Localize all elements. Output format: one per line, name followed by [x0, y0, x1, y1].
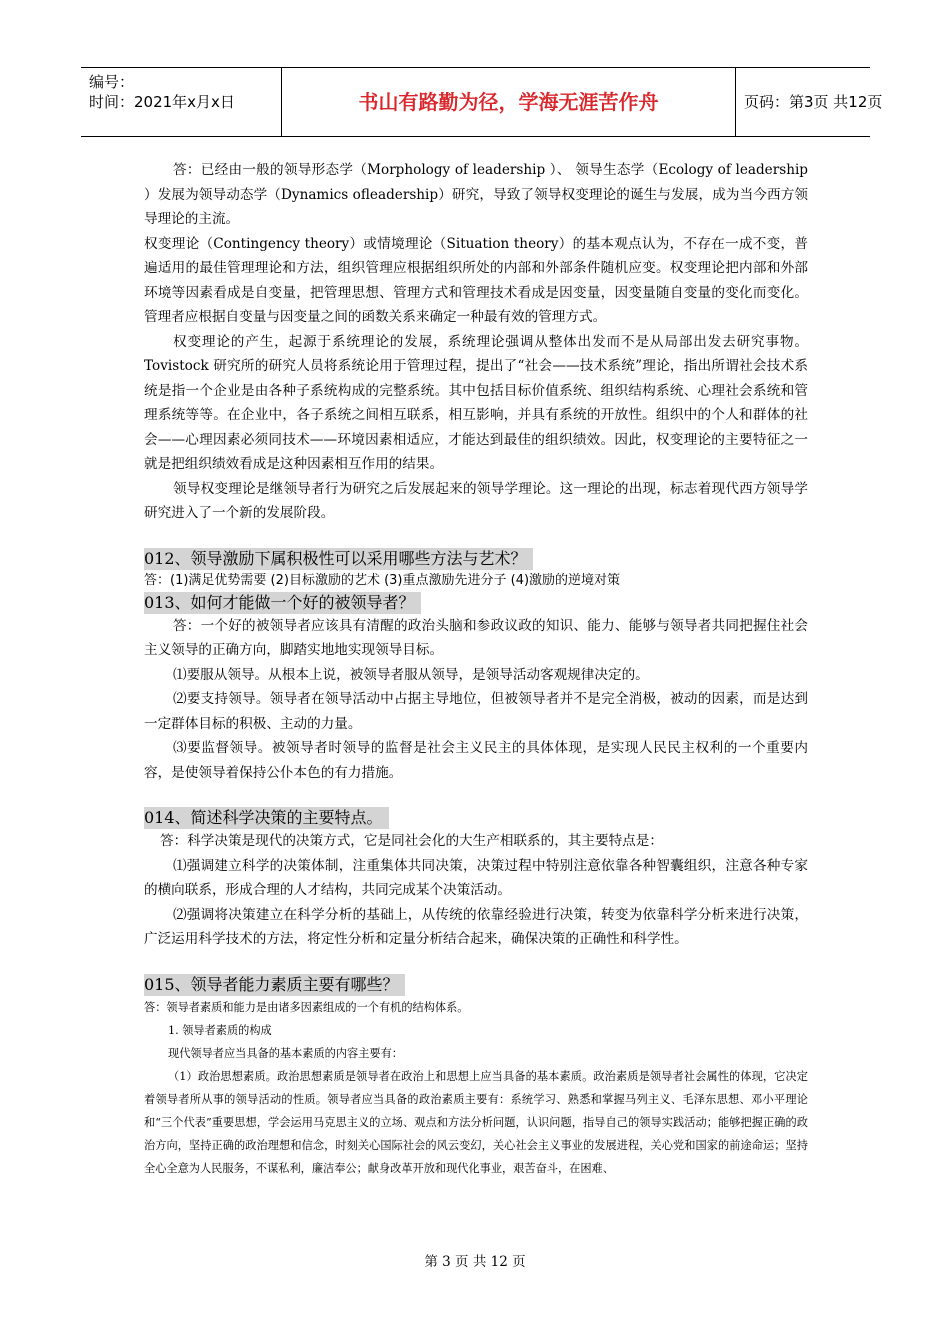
answer-012: 答：(1)满足优势需要 (2)目标激励的艺术 (3)重点激励先进分子 (4)激励的逆境对策	[144, 572, 621, 588]
answer-014-item-2: ⑵强调将决策建立在科学分析的基础上，从传统的依靠经验进行决策，转变为依靠科学分析来进行决策，广泛运用科学技术的方法，将定性分析和定量分析结合起来，确保决策的正确性和科学性。	[144, 906, 808, 947]
paragraph-origin: 权变理论的产生，起源于系统理论的发展，系统理论强调从整体出发而不是从局部出发去研究事物。Tovistock 研究所的研究人员将系统论用于管理过程，提出了“社会——技术系统”理论，指出所谓社会技术系统是指一个企业是由各种子系统构成的完整系统。其中包括目标价值系统、组织结构系统、心理社会系统和管理系统等等。在企业中，各子系统之间相互联系，相互影响，并具有系统的开放性。组织中的个人和群体的社会——心理因素必须同技术——环境因素相适应，才能达到最佳的组织绩效。因此，权变理论的主要特征之一就是把组织绩效看成是这种因素相互作用的结果。	[144, 333, 808, 472]
answer-014-intro: 答：科学决策是现代的决策方式，它是同社会化的大生产相联系的，其主要特点是：	[160, 833, 663, 849]
header-number-label: 编号：	[89, 73, 135, 91]
header-motto: 书山有路勤为径，学海无涯苦作舟	[282, 68, 736, 136]
header-meta-cell	[81, 68, 282, 136]
page-header	[81, 67, 883, 137]
question-015: 015、领导者能力素质主要有哪些？	[144, 974, 405, 996]
question-013: 013、如何才能做一个好的被领导者？	[144, 592, 421, 614]
header-date: 时间：2021年x月x日	[89, 93, 235, 111]
answer-013-item-2: ⑵要支持领导。领导者在领导活动中占据主导地位，但被领导者并不是完全消极，被动的因素，而是达到一定群体目标的积极、主动的力量。	[144, 691, 808, 732]
answer-013-item-3: ⑶要监督领导。被领导者时领导的监督是社会主义民主的具体体现，是实现人民民主权利的一个重要内容，是使领导着保持公仆本色的有力措施。	[144, 740, 808, 781]
answer-014-item-1: ⑴强调建立科学的决策体制，注重集体共同决策，决策过程中特别注意依靠各种智囊组织，注意各种专家的横向联系，形成合理的人才结构，共同完成某个决策活动。	[144, 857, 808, 898]
answer-015-subheading: 1. 领导者素质的构成	[168, 1023, 272, 1037]
paragraph-intro-answer: 答：已经由一般的领导形态学（Morphology of leadership ）、 领导生态学（Ecology of leadership ）发展为领导动态学（Dynamics ofleadership）研究，导致了领导权变理论的诞生与发展，成为当今西方领导理论的主流。	[144, 162, 808, 227]
answer-015-lead: 现代领导者应当具备的基本素质的内容主要有：	[168, 1046, 403, 1060]
answer-015-political-quality: （1）政治思想素质。政治思想素质是领导者在政治上和思想上应当具备的基本素质。政治素质是领导者社会属性的体现，它决定着领导者所从事的领导活动的性质。领导者应当具备的政治素质主要有：系统学习、熟悉和掌握马列主义、毛泽东思想、邓小平理论和“三个代表”重要思想，学会运用马克思主义的立场、观点和方法分析问题，认识问题，指导自己的领导实践活动；能够把握正确的政治方向，坚持正确的政治理想和信念，时刻关心国际社会的风云变幻，关心社会主义事业的发展进程，关心党和国家的前途命运；坚持全心全意为人民服务，不谋私利，廉洁奉公；献身改革开放和现代化事业，艰苦奋斗，在困难、	[144, 1069, 808, 1175]
answer-013-intro: 答：一个好的被领导者应该具有清醒的政治头脑和参政议政的知识、能力、能够与领导者共同把握住社会主义领导的正确方向，脚踏实地地实现领导目标。	[144, 617, 808, 658]
header-page-info: 页码：第3页 共12页	[744, 93, 883, 111]
question-014: 014、简述科学决策的主要特点。	[144, 807, 389, 829]
question-012: 012、领导激励下属积极性可以采用哪些方法与艺术？	[144, 548, 533, 570]
page-footer: 第 3 页 共 12 页	[424, 1254, 526, 1270]
answer-015-intro: 答：领导者素质和能力是由诸多因素组成的一个有机的结构体系。	[144, 1000, 469, 1014]
answer-013-item-1: ⑴要服从领导。从根本上说，被领导者服从领导，是领导活动客观规律决定的。	[173, 666, 649, 683]
document-body	[144, 158, 808, 1180]
paragraph-contingency-theory: 权变理论（Contingency theory）或情境理论（Situation theory）的基本观点认为，不存在一成不变，普遍适用的最佳管理理论和方法，组织管理应根据组织所处的内部和外部条件随机应变。权变理论把内部和外部环境等因素看成是自变量，把管理思想、管理方式和管理技术看成是因变量，因变量随自变量的变化而变化。管理者应根据自变量与因变量之间的函数关系来确定一种最有效的管理方式。	[144, 235, 808, 325]
paragraph-conclusion: 领导权变理论是继领导者行为研究之后发展起来的领导学理论。这一理论的出现，标志着现代西方领导学研究进入了一个新的发展阶段。	[144, 480, 808, 521]
